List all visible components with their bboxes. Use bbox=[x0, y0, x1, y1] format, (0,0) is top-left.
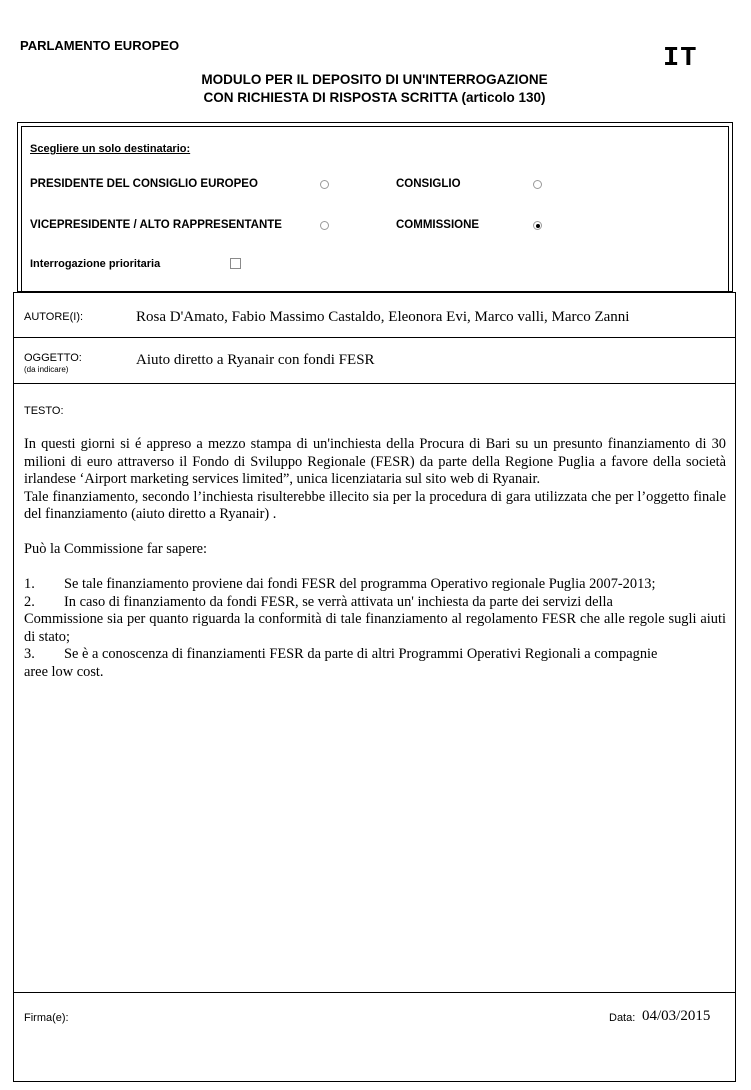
radio-vice-president[interactable] bbox=[320, 221, 329, 230]
radio-council[interactable] bbox=[533, 180, 542, 189]
question-intro: Può la Commissione far sapere: bbox=[24, 541, 208, 557]
divider bbox=[14, 337, 735, 338]
author-value: Rosa D'Amato, Fabio Massimo Castaldo, Eleonora Evi, Marco valli, Marco Zanni bbox=[136, 309, 630, 325]
list-item-text: In caso di finanziamento da fondi FESR, se verrà attivata un' inchiesta da parte dei servizi della bbox=[64, 593, 613, 610]
priority-label: Interrogazione prioritaria bbox=[30, 258, 161, 270]
list-item-text: Se è a conoscenza di finanziamenti FESR da parte di altri Programmi Operativi Regionali a compagnie bbox=[64, 646, 658, 662]
list-item bbox=[24, 576, 726, 594]
recipient-heading: Scegliere un solo destinatario: bbox=[30, 143, 191, 155]
list-item-continuation: Commissione sia per quanto riguarda la conformità di tale finanziamento al regolamento FESR che alle regole sugli aiuti di stato; bbox=[24, 611, 726, 645]
list-item bbox=[24, 646, 726, 664]
date-label: Data: bbox=[609, 1012, 636, 1024]
list-item-number: 2. bbox=[24, 593, 35, 610]
divider bbox=[14, 992, 735, 993]
radio-commission[interactable] bbox=[533, 221, 542, 230]
question-text bbox=[24, 436, 726, 681]
radio-european-council-president[interactable] bbox=[320, 180, 329, 189]
recipient-section bbox=[17, 122, 733, 292]
recipient-label-commission: COMMISSIONE bbox=[396, 219, 480, 231]
list-item-continuation: aree low cost. bbox=[24, 663, 104, 680]
paragraph: Tale finanziamento, secondo l’inchiesta risulterebbe illecito sia per la procedura di gara utilizzata che per l’oggetto finale del finanziamento (aiuto diretto a Ryanair) . bbox=[24, 488, 726, 522]
subject-value: Aiuto diretto a Ryanair con fondi FESR bbox=[136, 352, 375, 368]
language-code: IT bbox=[663, 44, 698, 74]
divider bbox=[14, 383, 735, 384]
subject-hint: (da indicare) bbox=[24, 365, 69, 374]
list-item bbox=[24, 594, 726, 612]
form-title-line-1: MODULO PER IL DEPOSITO DI UN'INTERROGAZIONE bbox=[201, 72, 548, 87]
list-item-number: 3. bbox=[24, 646, 35, 662]
paragraph: In questi giorni si é appreso a mezzo stampa di un'inchiesta della Procura di Bari su un presunto finanziamento di 30 milioni di euro attraverso il Fondo di Sviluppo Regionale (FESR) da parte della Regione Puglia a favore della società irlandese ‘Airport marketing services limited”, unica licenziataria sul sito web di Ryanair. bbox=[24, 436, 726, 487]
date-value: 04/03/2015 bbox=[642, 1008, 711, 1024]
recipient-label-european-council-president: PRESIDENTE DEL CONSIGLIO EUROPEO bbox=[30, 178, 258, 190]
parliament-name: PARLAMENTO EUROPEO bbox=[20, 38, 180, 53]
list-item-text: Se tale finanziamento proviene dai fondi FESR del programma Operativo regionale Puglia 2007-2013; bbox=[64, 576, 656, 592]
recipient-label-vice-president: VICEPRESIDENTE / ALTO RAPPRESENTANTE bbox=[30, 219, 282, 231]
question-form bbox=[13, 292, 736, 1082]
list-item-number: 1. bbox=[24, 576, 35, 592]
recipient-label-council: CONSIGLIO bbox=[396, 178, 461, 190]
priority-checkbox[interactable] bbox=[230, 258, 241, 269]
author-label: AUTORE(I): bbox=[24, 311, 84, 323]
form-title bbox=[150, 71, 599, 107]
subject-label: OGGETTO: bbox=[24, 352, 82, 364]
text-label: TESTO: bbox=[24, 405, 64, 417]
signature-label: Firma(e): bbox=[24, 1012, 69, 1024]
form-title-line-2: CON RICHIESTA DI RISPOSTA SCRITTA (articolo 130) bbox=[203, 90, 546, 105]
question-list bbox=[24, 576, 726, 681]
